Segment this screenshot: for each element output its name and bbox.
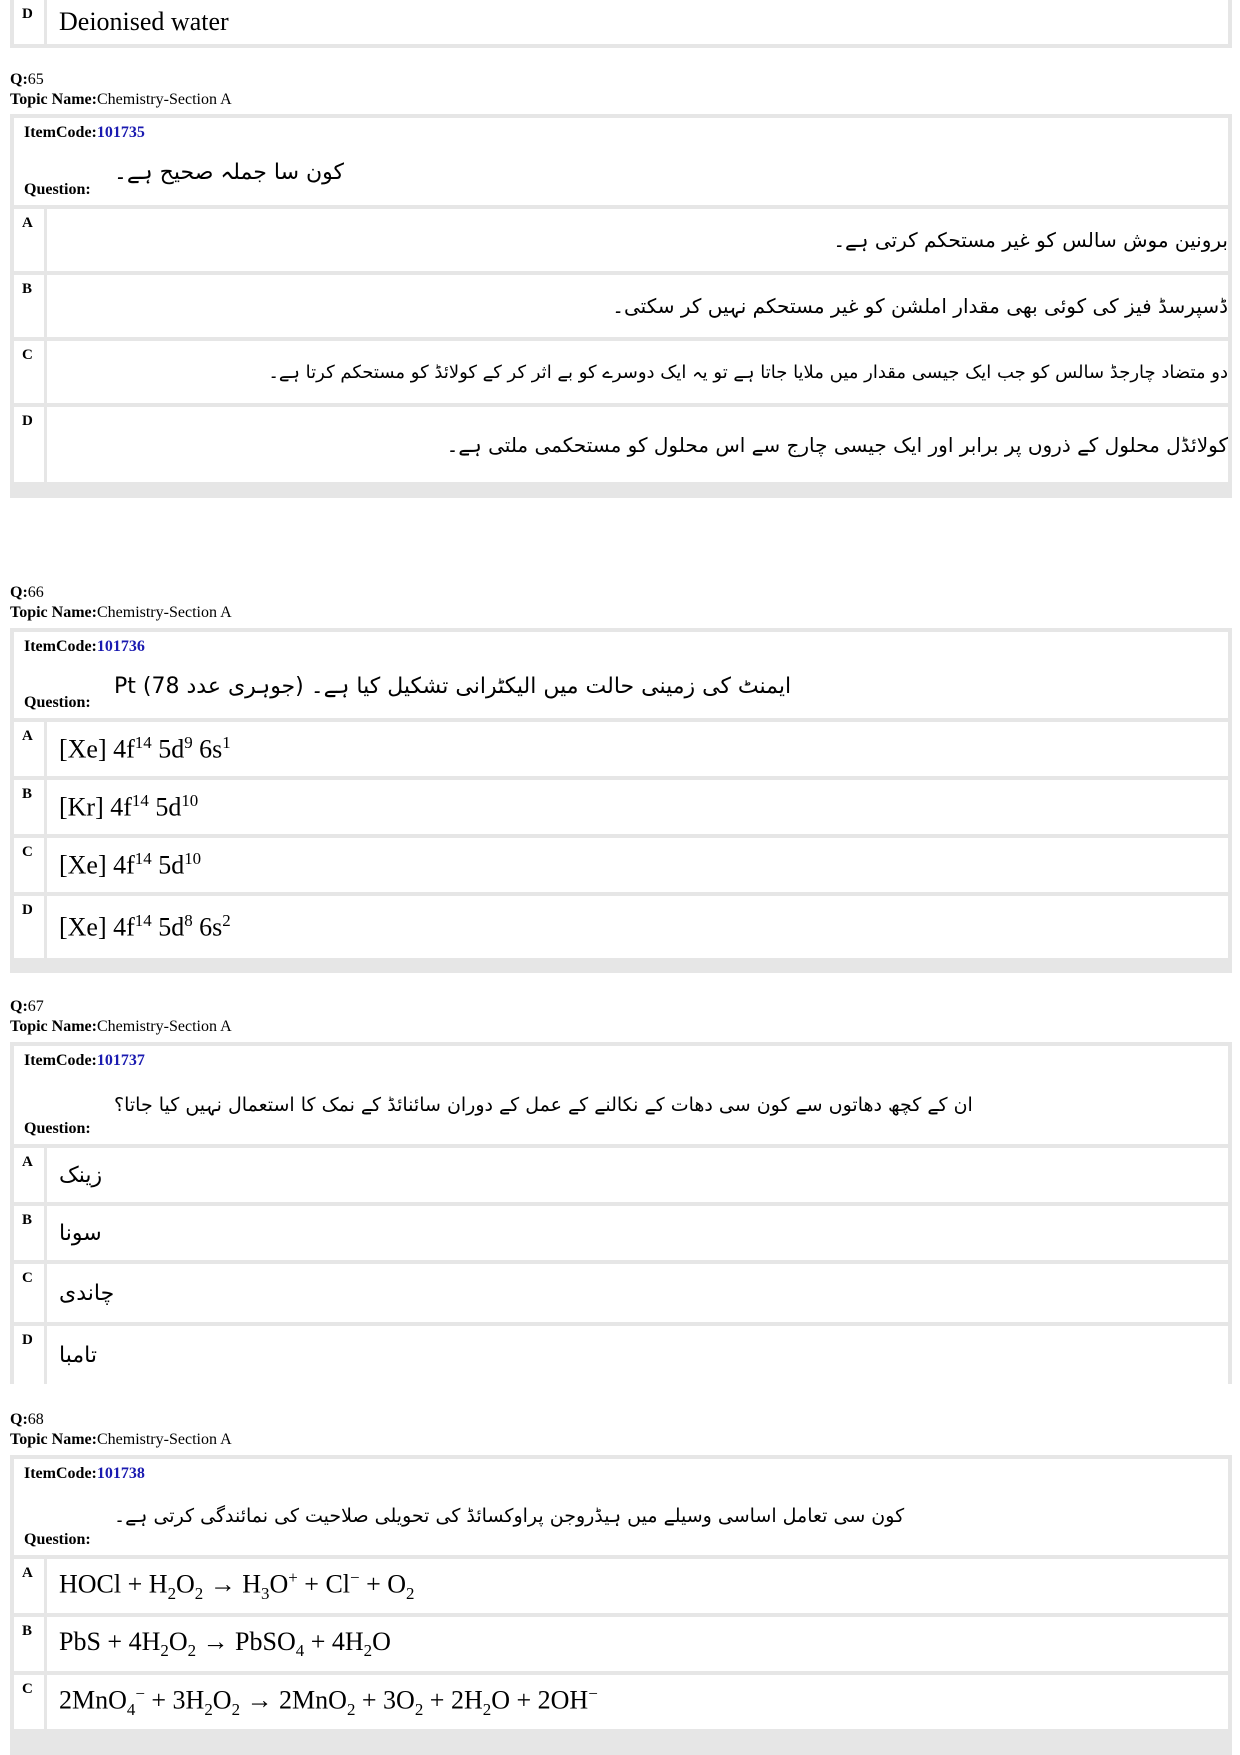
option-row[interactable] — [14, 1264, 1228, 1322]
option-text: [Kr] $4f^{14}$ $5d^{10}$ — [44, 780, 1228, 834]
option-letter: C — [22, 844, 33, 860]
option-row[interactable] — [14, 209, 1228, 271]
option-letter: B — [22, 1212, 33, 1228]
question-text: ان کے کچھ دھاتوں سے کون سی دھات کے نکالنے کے عمل کے دوران سائنائڈ کے نمک کا استعمال نہیں کیا جاتا؟ — [114, 1094, 973, 1116]
option-letter: D — [22, 6, 33, 22]
item-code: ItemCode:101738 — [24, 1465, 145, 1482]
item-code: ItemCode:101735 — [24, 124, 145, 141]
question-row — [14, 1459, 1228, 1555]
question-box-68 — [10, 1455, 1232, 1755]
option-row[interactable] — [14, 896, 1228, 958]
question-text: کون سی تعامل اساسی وسیلے میں ہیڈروجن پراوکسائڈ کی تحویلی صلاحیت کی نمائندگی کرتی ہے۔ — [114, 1505, 905, 1527]
option-letter: B — [22, 786, 33, 802]
option-row[interactable] — [14, 1675, 1228, 1729]
option-text: HOCl + $H_2O_2 \to H_3O^+ + Cl^- + O_2$ — [44, 1559, 1228, 1613]
option-text: [Xe] $4f^{14}$ $5d^8$ $6s^2$ — [44, 896, 1228, 958]
question-row — [14, 118, 1228, 205]
option-letter: B — [22, 281, 33, 297]
option-letter: A — [22, 1154, 33, 1170]
item-code: ItemCode:101736 — [24, 638, 145, 655]
option-letter: D — [22, 1332, 33, 1348]
question-label: Question: — [24, 1531, 91, 1548]
question-label: Question: — [24, 181, 91, 198]
question-header-66: Q:66 Topic Name:Chemistry-Section A — [10, 584, 232, 621]
question-box-66 — [10, 628, 1232, 973]
option-row — [14, 0, 1228, 44]
question-text: Pt ایمنٹ کی زمینی حالت میں الیکٹرانی تشکیل کیا ہے۔ (جوہری عدد 78) — [114, 674, 792, 699]
question-label: Question: — [24, 694, 91, 711]
question-header-67: Q:67 Topic Name:Chemistry-Section A — [10, 998, 232, 1035]
option-text: زینک — [44, 1148, 1228, 1202]
question-box-67 — [10, 1042, 1232, 1384]
option-text: PbS + $4H_2O_2$ → PbSO$_4$ + $4H_2O$ — [44, 1617, 1228, 1671]
question-label: Question: — [24, 1120, 91, 1137]
option-row[interactable] — [14, 838, 1228, 892]
option-box-q64 — [10, 0, 1232, 48]
question-header-68: Q:68 Topic Name:Chemistry-Section A — [10, 1411, 232, 1448]
item-code: ItemCode:101737 — [24, 1052, 145, 1069]
option-row[interactable] — [14, 1617, 1228, 1671]
option-letter: D — [22, 902, 33, 918]
question-box-65 — [10, 114, 1232, 498]
question-header-65: Q:65 Topic Name:Chemistry-Section A — [10, 71, 232, 108]
option-text: برونین موش سالس کو غیر مستحکم کرتی ہے۔ — [44, 209, 1228, 271]
option-letter: A — [22, 215, 33, 231]
option-row[interactable] — [14, 1559, 1228, 1613]
option-letter: A — [22, 1565, 33, 1581]
option-letter: A — [22, 728, 33, 744]
option-text: [Xe] $4f^{14}$ $5d^9$ $6s^1$ — [44, 722, 1228, 776]
option-text: سونا — [44, 1206, 1228, 1260]
option-text: Deionised water — [44, 0, 1228, 44]
option-text: چاندی — [44, 1264, 1228, 1322]
question-row — [14, 632, 1228, 718]
option-row[interactable] — [14, 1148, 1228, 1202]
option-row[interactable] — [14, 780, 1228, 834]
option-text: [Xe] $4f^{14}$ $5d^{10}$ — [44, 838, 1228, 892]
option-letter: B — [22, 1623, 33, 1639]
question-text: کون سا جملہ صحیح ہے۔ — [114, 160, 344, 185]
option-text: ڈسپرسڈ فیز کی کوئی بھی مقدار املشن کو غیر مستحکم نہیں کر سکتی۔ — [44, 275, 1228, 337]
option-letter: C — [22, 1681, 33, 1697]
option-row[interactable] — [14, 722, 1228, 776]
option-row[interactable] — [14, 341, 1228, 403]
option-row[interactable] — [14, 275, 1228, 337]
option-letter: D — [22, 413, 33, 429]
option-letter: C — [22, 1270, 33, 1286]
option-row[interactable] — [14, 1326, 1228, 1384]
option-row[interactable] — [14, 1206, 1228, 1260]
option-letter: C — [22, 347, 33, 363]
option-text: $2MnO_4^- + 3H_2O_2 \to 2MnO_2 + 3O_2 + 2H_2O + 2OH^-$ — [44, 1675, 1228, 1729]
option-text: کولائڈل محلول کے ذروں پر برابر اور ایک جیسی چارج سے اس محلول کو مستحکمی ملتی ہے۔ — [44, 407, 1228, 482]
option-row[interactable] — [14, 407, 1228, 482]
option-text: دو متضاد چارجڈ سالس کو جب ایک جیسی مقدار میں ملایا جاتا ہے تو یہ ایک دوسرے کو بے اثر کر کے کولائڈ کو مستحکم کرتا ہے۔ — [44, 341, 1228, 403]
option-text: تامبا — [44, 1326, 1228, 1384]
question-row — [14, 1046, 1228, 1144]
